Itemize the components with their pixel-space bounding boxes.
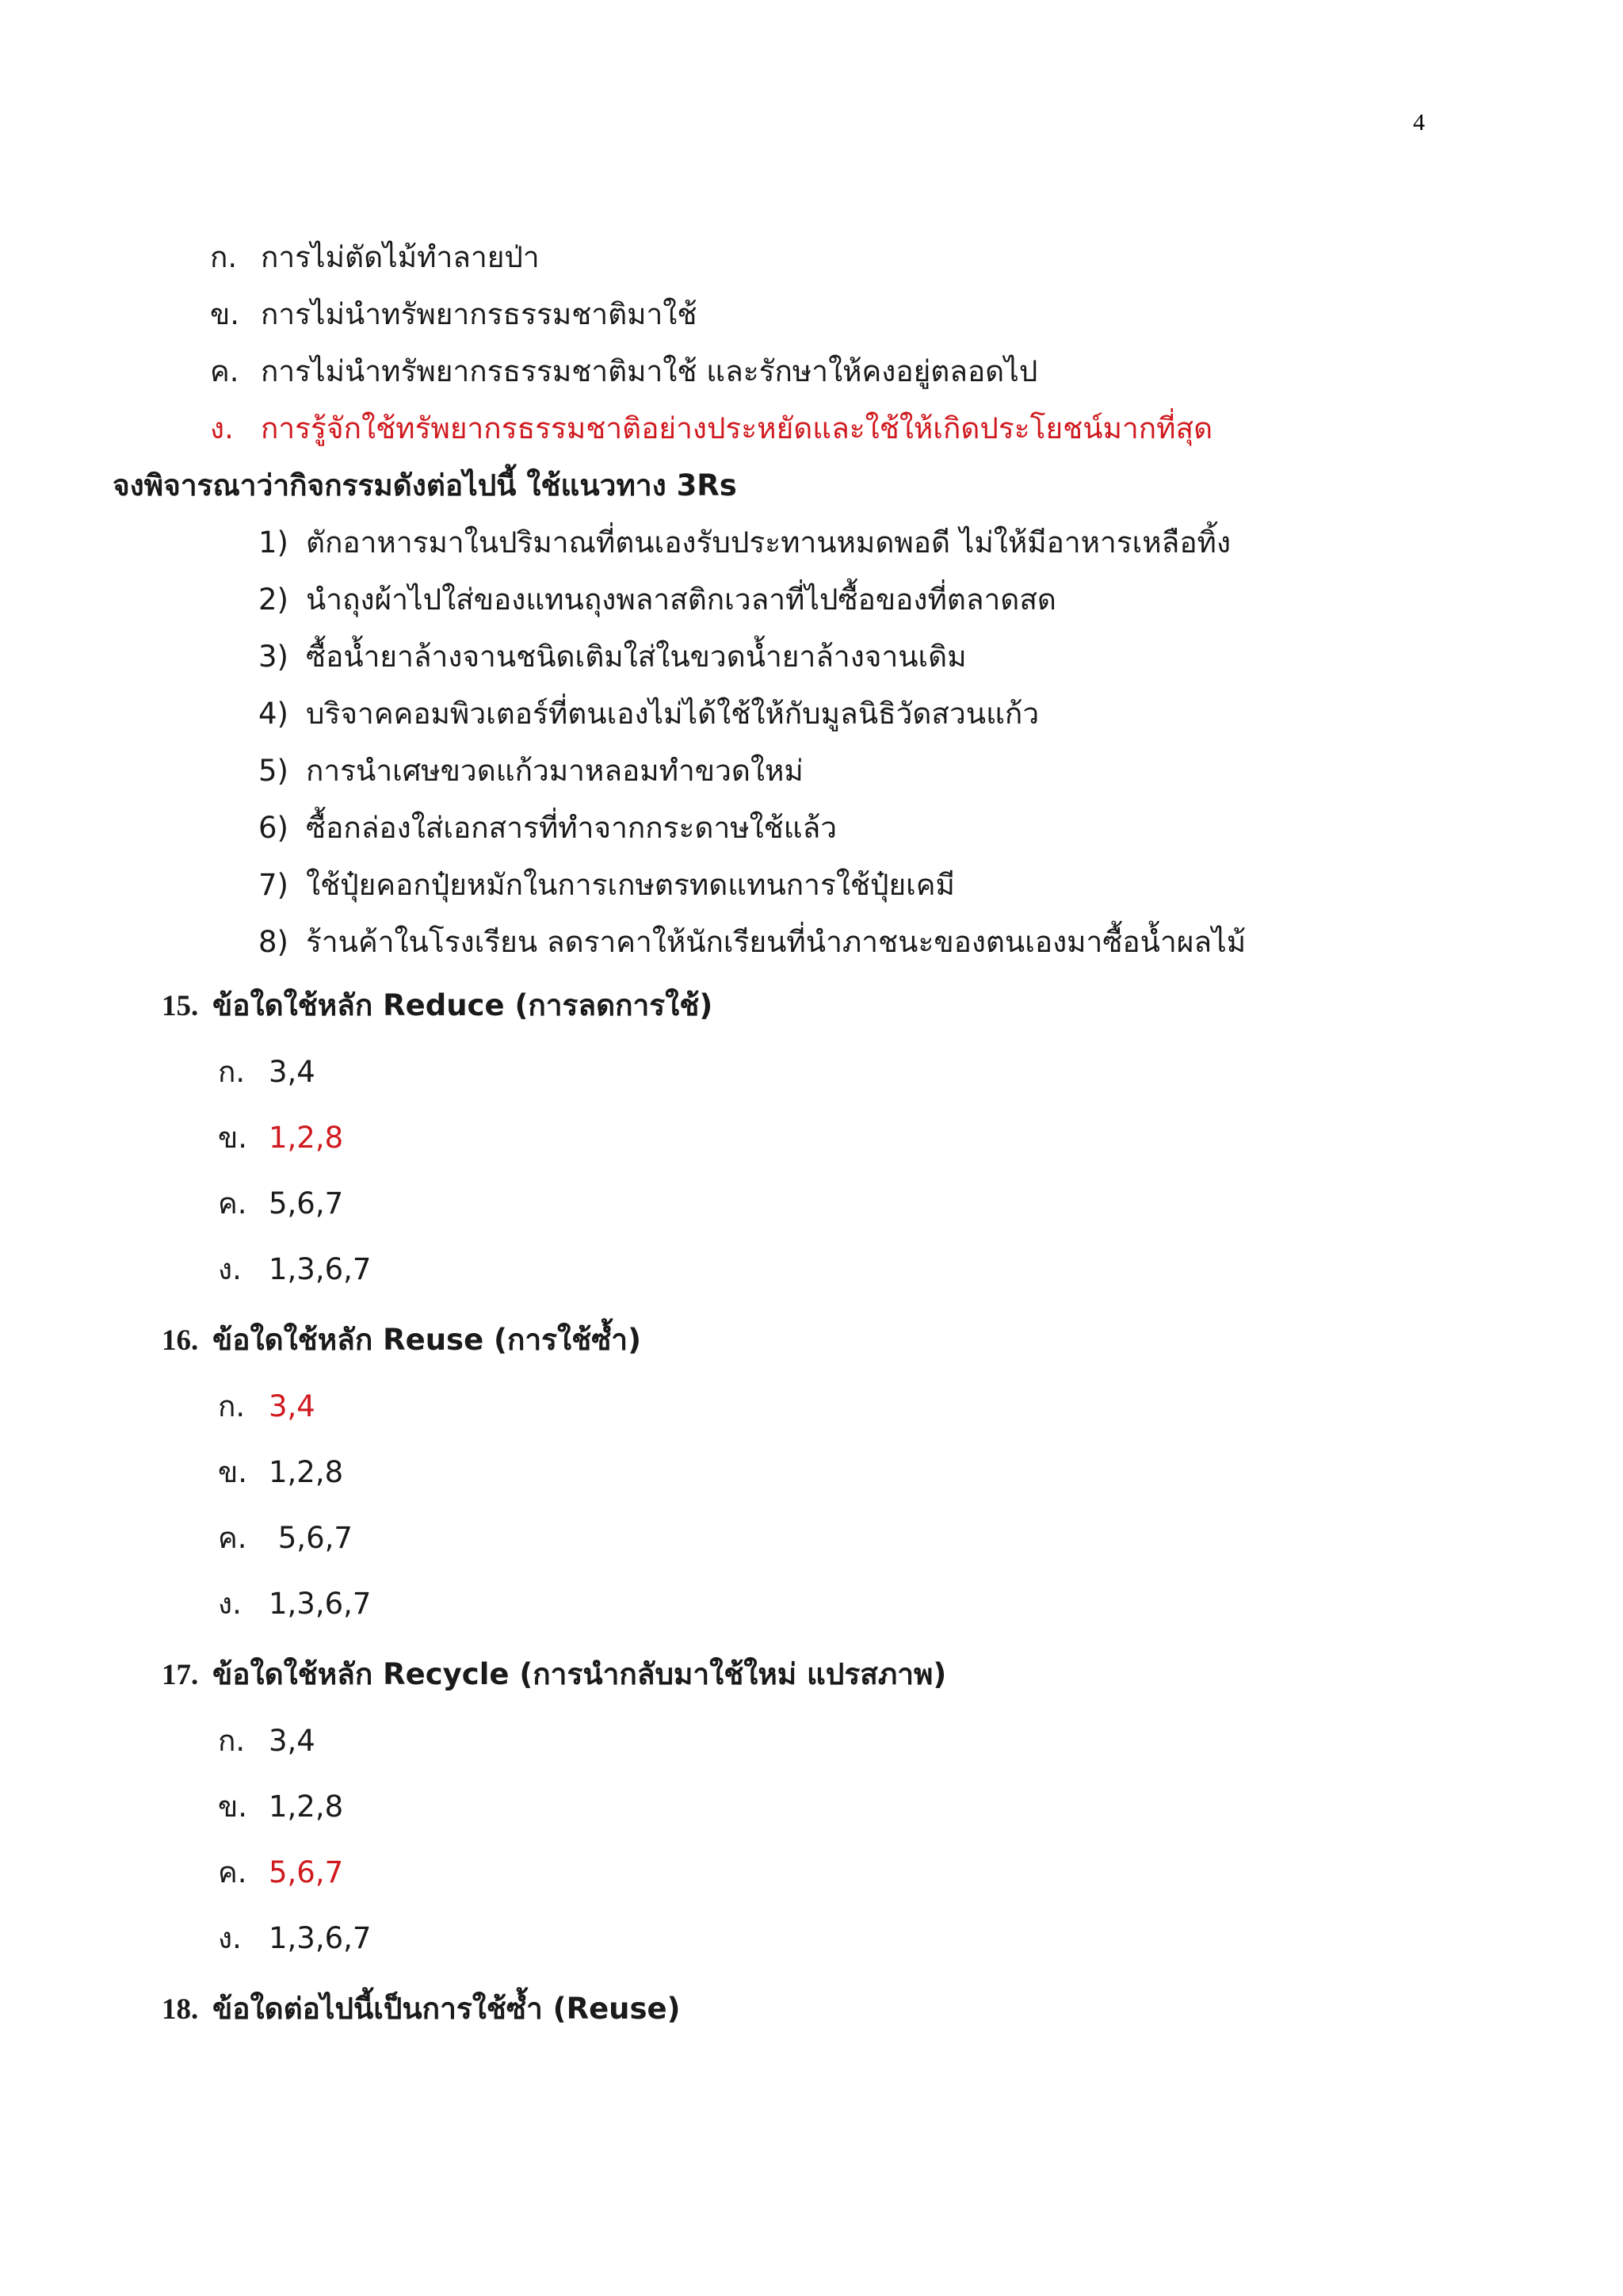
activity-number: 7) (258, 868, 288, 902)
activity-item (258, 523, 1231, 563)
question-text: ข้อใดใช้หลัก Reduce (การลดการใช้) (212, 988, 713, 1022)
option-letter: ค. (210, 354, 239, 388)
option-text: 3,4 (269, 1724, 315, 1758)
option-letter: ข. (210, 297, 240, 331)
question-heading (162, 1655, 946, 1695)
option-letter: ง. (210, 411, 234, 445)
option-row (218, 1453, 343, 1492)
option-text: 1,3,6,7 (269, 1921, 372, 1955)
option-text: 5,6,7 (269, 1521, 353, 1555)
option-letter: ข. (218, 1455, 248, 1489)
activity-number: 6) (258, 811, 288, 845)
option-text: การไม่ตัดไม้ทำลายป่า (261, 240, 540, 274)
activity-text: ซื้อน้ำยาล้างจานชนิดเติมใส่ในขวดน้ำยาล้างจานเดิม (306, 640, 967, 674)
option-row (218, 1250, 371, 1289)
option-text: 1,2,8 (269, 1790, 344, 1824)
option-text: 1,3,6,7 (269, 1587, 372, 1621)
activity-number: 1) (258, 525, 288, 560)
activity-item (258, 808, 837, 848)
activity-number: 3) (258, 640, 288, 674)
question-number: 15. (162, 990, 199, 1022)
activity-text: ตักอาหารมาในปริมาณที่ตนเองรับประทานหมดพอดี ไม่ให้มีอาหารเหลือทิ้ง (306, 525, 1232, 560)
option-letter: ง. (218, 1921, 242, 1955)
option-letter: ก. (218, 1389, 246, 1423)
question-text: ข้อใดใช้หลัก Reuse (การใช้ซ้ำ) (212, 1323, 641, 1357)
activity-number: 5) (258, 754, 288, 788)
activity-number: 2) (258, 583, 288, 617)
activity-item (258, 923, 1246, 962)
option-text: 5,6,7 (269, 1186, 344, 1221)
option-row-answer (210, 409, 1212, 449)
question-heading (162, 1320, 641, 1361)
option-row-answer (218, 1387, 315, 1427)
option-text: การไม่นำทรัพยากรธรรมชาติมาใช้ และรักษาให้คงอยู่ตลอดไป (261, 354, 1038, 388)
option-text: 1,2,8 (269, 1121, 344, 1155)
question-text: ข้อใดใช้หลัก Recycle (การนำกลับมาใช้ใหม่ แปรสภาพ) (212, 1657, 947, 1691)
activity-text: ใช้ปุ๋ยคอกปุ๋ยหมักในการเกษตรทดแทนการใช้ปุ๋ยเคมี (306, 868, 955, 902)
question-heading (162, 986, 712, 1026)
option-letter: ก. (210, 240, 238, 274)
section-intro: จงพิจารณาว่ากิจกรรมดังต่อไปนี้ ใช้แนวทาง 3Rs (113, 468, 737, 502)
option-text: 1,2,8 (269, 1455, 344, 1489)
activity-text: นำถุงผ้าไปใส่ของแทนถุงพลาสติกเวลาที่ไปซื้อของที่ตลาดสด (306, 583, 1056, 617)
option-letter: ก. (218, 1055, 246, 1089)
option-row (218, 1787, 343, 1827)
option-letter: ก. (218, 1724, 246, 1758)
option-letter: ค. (218, 1521, 247, 1555)
option-row (218, 1519, 353, 1558)
page-number: 4 (1413, 109, 1425, 136)
option-row-answer (218, 1118, 343, 1158)
option-letter: ข. (218, 1121, 248, 1155)
activity-item (258, 694, 1039, 734)
option-row (218, 1721, 315, 1761)
option-row (218, 1184, 343, 1224)
activity-item (258, 865, 955, 905)
option-row (218, 1584, 371, 1624)
option-letter: ง. (218, 1252, 242, 1286)
option-row (210, 352, 1037, 392)
activity-item (258, 580, 1056, 620)
activity-number: 8) (258, 925, 288, 959)
question-text: ข้อใดต่อไปนี้เป็นการใช้ซ้ำ (Reuse) (212, 1992, 681, 2026)
question-number: 18. (162, 1993, 199, 2026)
option-text: การไม่นำทรัพยากรธรรมชาติมาใช้ (261, 297, 697, 331)
activity-text: บริจาคคอมพิวเตอร์ที่ตนเองไม่ได้ใช้ให้กับมูลนิธิวัดสวนแก้ว (306, 697, 1040, 731)
activity-text: ซื้อกล่องใส่เอกสารที่ทำจากกระดาษใช้แล้ว (306, 811, 838, 845)
option-row (210, 295, 697, 334)
option-text: การรู้จักใช้ทรัพยากรธรรมชาติอย่างประหยัดและใช้ให้เกิดประโยชน์มากที่สุด (261, 411, 1213, 445)
question-heading (162, 1989, 681, 2030)
option-letter: ง. (218, 1587, 242, 1621)
option-row-answer (218, 1853, 343, 1893)
activity-item (258, 751, 804, 791)
question-number: 16. (162, 1324, 199, 1357)
activity-text: การนำเศษขวดแก้วมาหลอมทำขวดใหม่ (306, 754, 804, 788)
option-text: 3,4 (269, 1055, 315, 1089)
option-letter: ค. (218, 1855, 247, 1889)
activity-text: ร้านค้าในโรงเรียน ลดราคาให้นักเรียนที่นำภาชนะของตนเองมาซื้อน้ำผลไม้ (306, 925, 1247, 959)
option-text: 1,3,6,7 (269, 1252, 372, 1286)
option-row (218, 1919, 371, 1958)
activity-item (258, 637, 967, 677)
option-text: 5,6,7 (269, 1855, 344, 1889)
option-row (218, 1052, 315, 1092)
option-letter: ค. (218, 1186, 247, 1221)
option-row (210, 238, 540, 277)
question-number: 17. (162, 1659, 199, 1691)
activity-number: 4) (258, 697, 288, 731)
option-letter: ข. (218, 1790, 248, 1824)
option-text: 3,4 (269, 1389, 315, 1423)
